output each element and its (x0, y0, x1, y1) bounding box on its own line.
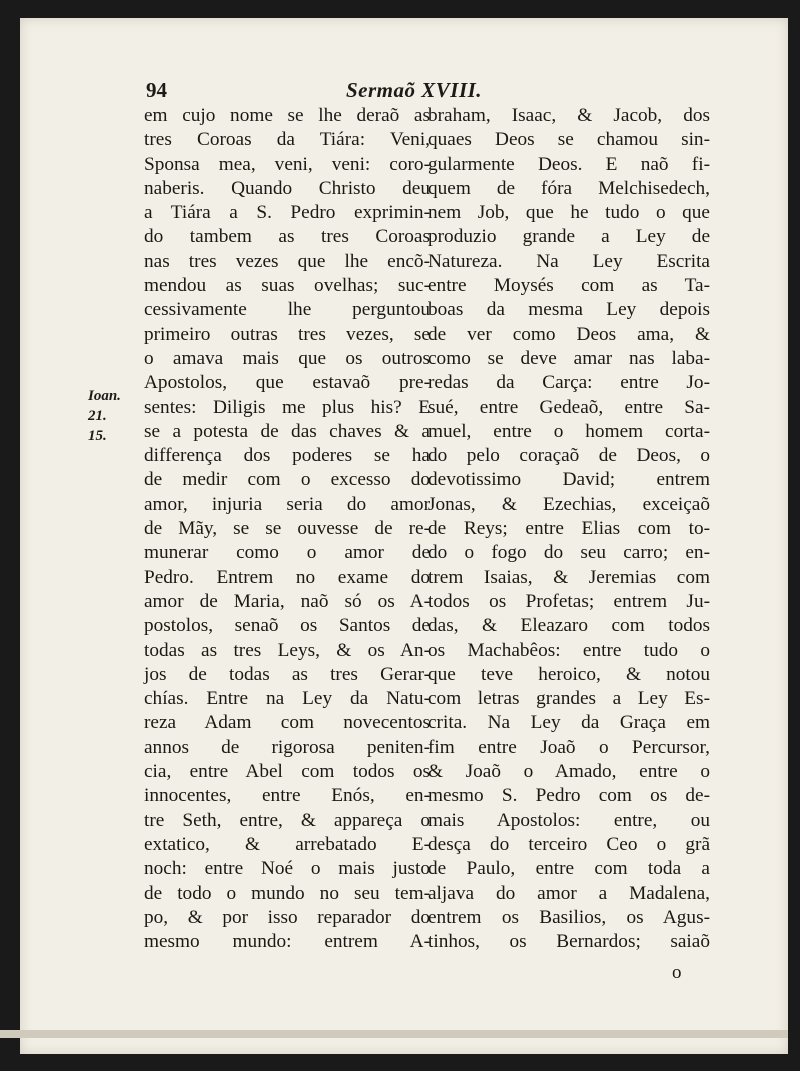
text-line: jos de todas as tres Gerar- (144, 663, 430, 685)
text-line: innocentes, entre Enós, en- (144, 785, 430, 807)
margin-note-line: 15. (88, 428, 107, 444)
text-line: aljava do amor a Madalena, (428, 882, 710, 904)
running-head: Sermaõ XVIII. (346, 78, 483, 102)
text-line: todas as tres Leys, & os An- (144, 639, 430, 661)
text-line: mesmo S. Pedro com os de- (428, 785, 710, 807)
text-line: primeiro outras tres vezes, se (144, 323, 430, 345)
text-line: desça do terceiro Ceo o grã (428, 833, 710, 855)
book-page (20, 18, 788, 1054)
text-line: amor de Maria, naõ só os A- (144, 590, 430, 612)
text-line: mendou as suas ovelhas; suc- (144, 275, 430, 297)
text-line: quem de fóra Melchisedech, (428, 177, 710, 199)
margin-note (88, 386, 138, 446)
text-line: noch: entre Noé o mais justo (144, 858, 430, 880)
margin-note-line: Ioan. (88, 388, 121, 404)
text-line: tres Coroas da Tiára: Veni, (144, 129, 430, 151)
text-line: naberis. Quando Christo deu (144, 177, 430, 199)
text-line: em cujo nome se lhe deraõ as (144, 105, 430, 126)
text-line: de Mãy, se se ouvesse de re- (144, 518, 430, 540)
text-line: differença dos poderes se ha (144, 445, 430, 467)
text-line: cessivamente lhe perguntou (144, 299, 430, 321)
text-line: nem Job, que he tudo o que (428, 202, 710, 224)
text-line: quaes Deos se chamou sin- (428, 129, 710, 151)
text-line: boas da mesma Ley depois (428, 299, 710, 321)
text-line: sentes: Diligis me plus his? E (144, 396, 430, 418)
page-edge (0, 1030, 788, 1038)
text-line: mais Apostolos: entre, ou (428, 809, 710, 831)
text-line: do tambem as tres Coroas (144, 226, 430, 248)
text-line: po, & por isso reparador do (144, 906, 430, 928)
text-line: de Paulo, entre com toda a (428, 858, 710, 880)
text-line: de Reys; entre Elias com to- (428, 518, 710, 540)
text-line: trem Isaias, & Jeremias com (428, 566, 710, 588)
text-line: extatico, & arrebatado E- (144, 833, 430, 855)
text-line: do pelo coraçaõ de Deos, o (428, 445, 710, 467)
text-line: Jonas, & Ezechias, exceiçaõ (428, 493, 710, 515)
text-line: Sponsa mea, veni, veni: coro- (144, 153, 430, 175)
text-line: braham, Isaac, & Jacob, dos (428, 105, 710, 126)
text-line: devotissimo David; entrem (428, 469, 710, 491)
text-line: os Machabêos: entre tudo o (428, 639, 710, 661)
text-line: amor, injuria seria do amor (144, 493, 430, 515)
text-line: gularmente Deos. E naõ fi- (428, 153, 710, 175)
text-line: Pedro. Entrem no exame do (144, 566, 430, 588)
text-line: de medir com o excesso do (144, 469, 430, 491)
page-number: 94 (146, 78, 167, 102)
text-line: mesmo mundo: entrem A- (144, 931, 430, 953)
text-line: todos os Profetas; entrem Ju- (428, 590, 710, 612)
text-line: muel, entre o homem corta- (428, 420, 710, 442)
catchword: o (672, 962, 682, 983)
text-line: do o fogo do seu carro; en- (428, 542, 710, 564)
text-line: como se deve amar nas laba- (428, 347, 710, 369)
text-line: que teve heroico, & notou (428, 663, 710, 685)
text-line: crita. Na Ley da Graça em (428, 712, 710, 734)
text-line: cia, entre Abel com todos os (144, 761, 430, 783)
text-line: postolos, senaõ os Santos de (144, 615, 430, 637)
text-line: com letras grandes a Ley Es- (428, 688, 710, 710)
text-line: chías. Entre na Ley da Natu- (144, 688, 430, 710)
text-line: & Joaõ o Amado, entre o (428, 761, 710, 783)
text-line: de ver como Deos ama, & (428, 323, 710, 345)
text-line: se a potesta de das chaves & a (144, 420, 430, 442)
text-line: produzio grande a Ley de (428, 226, 710, 248)
text-line: entrem os Basilios, os Agus- (428, 906, 710, 928)
text-line: Natureza. Na Ley Escrita (428, 250, 710, 272)
text-line: a Tiára a S. Pedro exprimin- (144, 202, 430, 224)
text-line: o amava mais que os outros (144, 347, 430, 369)
text-line: das, & Eleazaro com todos (428, 615, 710, 637)
text-line: fim entre Joaõ o Percursor, (428, 736, 710, 758)
text-line: redas da Carça: entre Jo- (428, 372, 710, 394)
text-line: reza Adam com novecentos (144, 712, 430, 734)
text-line: tinhos, os Bernardos; saiaõ (428, 931, 710, 953)
text-line: munerar como o amor de (144, 542, 430, 564)
text-line: de todo o mundo no seu tem- (144, 882, 430, 904)
left-column (144, 104, 430, 954)
text-line: annos de rigorosa peniten- (144, 736, 430, 758)
text-line: entre Moysés com as Ta- (428, 275, 710, 297)
right-column (428, 104, 710, 954)
margin-note-line: 21. (88, 408, 107, 424)
text-line: tre Seth, entre, & appareça o (144, 809, 430, 831)
text-line: nas tres vezes que lhe encõ- (144, 250, 430, 272)
text-line: sué, entre Gedeaõ, entre Sa- (428, 396, 710, 418)
text-line: Apostolos, que estavaõ pre- (144, 372, 430, 394)
